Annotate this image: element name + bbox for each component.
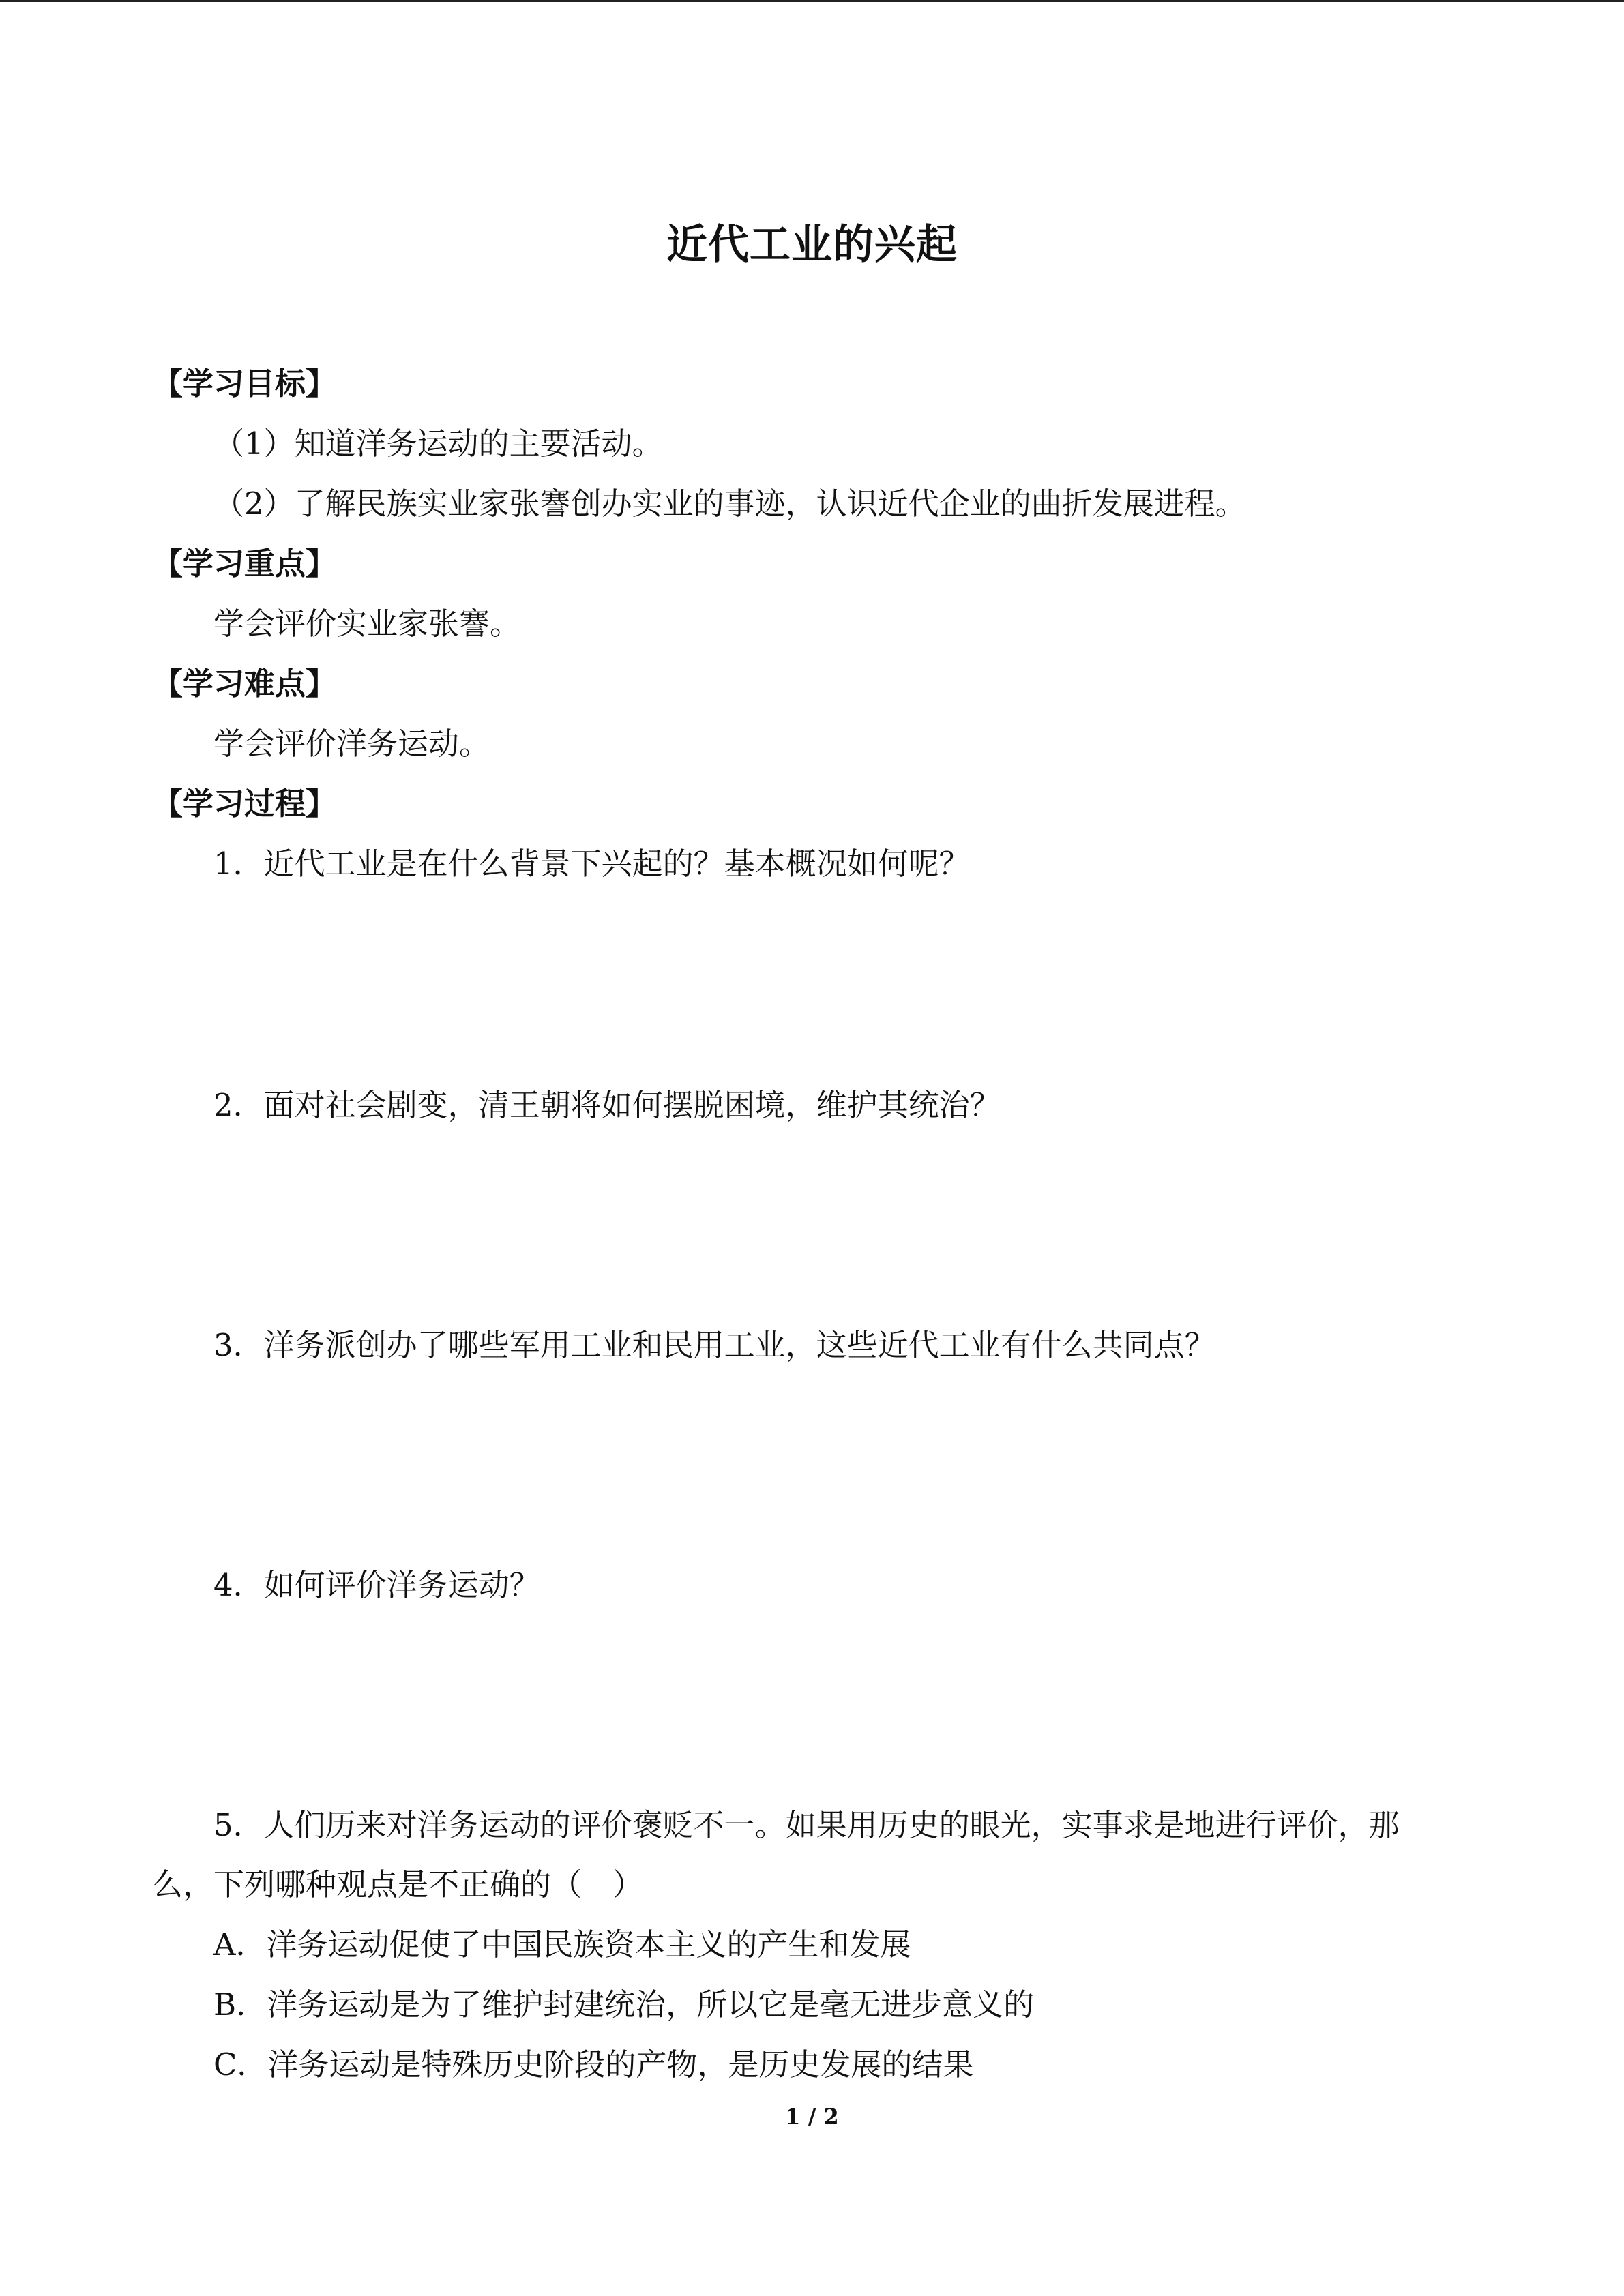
objectives-heading: 【学习目标】 (152, 366, 337, 402)
difficulty-heading: 【学习难点】 (152, 666, 337, 702)
objective-item-1: （1）知道洋务运动的主要活动。 (213, 426, 663, 462)
process-heading: 【学习过程】 (152, 786, 337, 822)
question-3: 3．洋务派创办了哪些军用工业和民用工业，这些近代工业有什么共同点？ (213, 1327, 1215, 1363)
option-c: C．洋务运动是特殊历史阶段的产物，是历史发展的结果 (213, 2046, 974, 2083)
question-1: 1．近代工业是在什么背景下兴起的？基本概况如何呢？ (213, 846, 970, 882)
page-title: 近代工业的兴起 (666, 221, 958, 269)
question-2: 2．面对社会剧变，清王朝将如何摆脱困境，维护其统治？ (213, 1087, 1001, 1123)
question-5-line-2: 么，下列哪种观点是不正确的（ ） (152, 1866, 644, 1903)
question-5-line-1: 5．人们历来对洋务运动的评价褒贬不一。如果用历史的眼光，实事求是地进行评价，那 (213, 1807, 1400, 1843)
option-a: A．洋务运动促使了中国民族资本主义的产生和发展 (213, 1926, 911, 1963)
question-4: 4．如何评价洋务运动？ (213, 1567, 540, 1603)
page-number: 1 / 2 (785, 2104, 839, 2130)
key-point-heading: 【学习重点】 (152, 546, 337, 582)
key-point-text: 学会评价实业家张謇。 (213, 606, 521, 642)
difficulty-text: 学会评价洋务运动。 (213, 726, 490, 762)
option-b: B．洋务运动是为了维护封建统治，所以它是毫无进步意义的 (213, 1986, 1035, 2023)
objective-item-2: （2）了解民族实业家张謇创办实业的事迹，认识近代企业的曲折发展进程。 (213, 486, 1246, 522)
